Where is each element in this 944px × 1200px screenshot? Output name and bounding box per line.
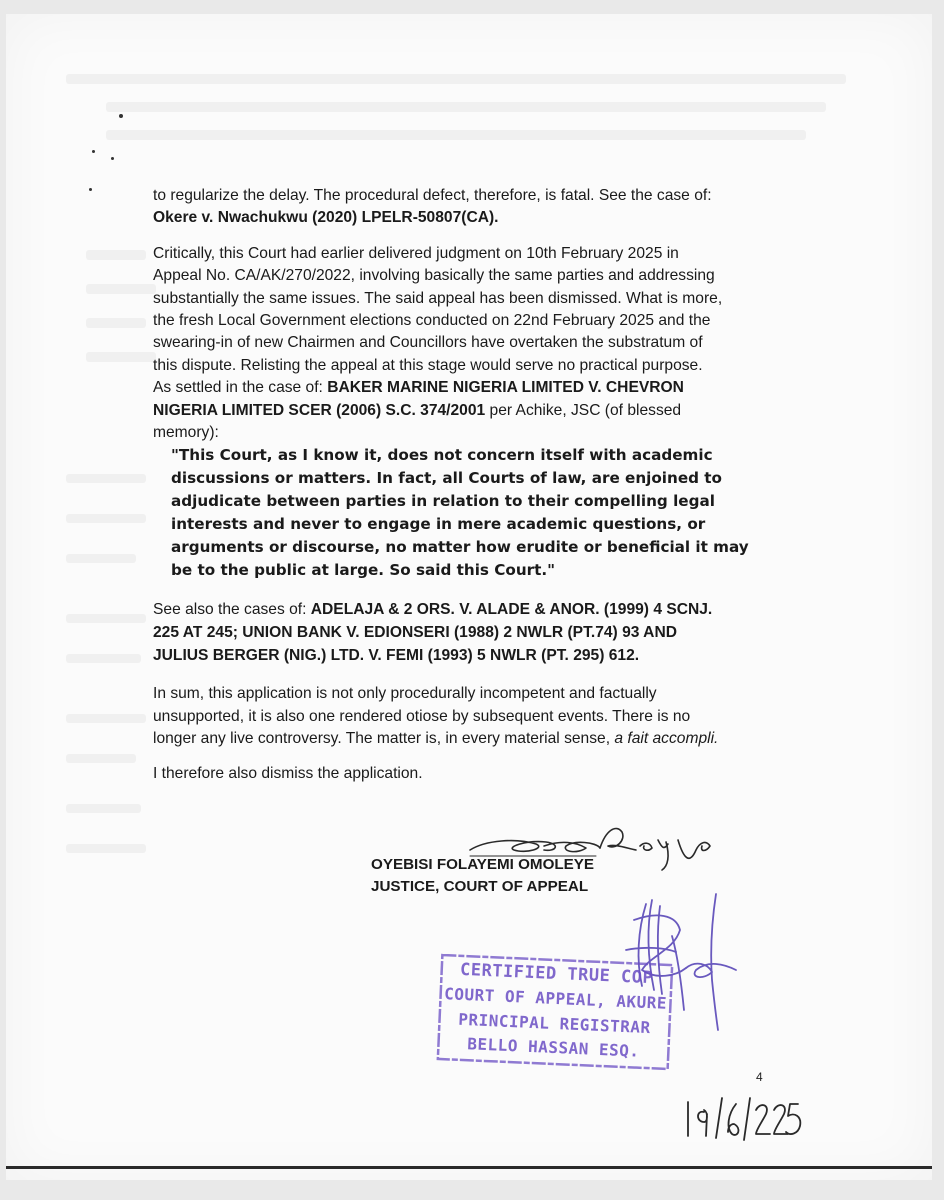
quoted-passage [171,444,771,582]
text-line: memory): [153,424,219,442]
page-bottom-edge [6,1166,932,1169]
quote-line: "This Court, as I know it, does not concern itself with academic [171,446,713,465]
case-citation: NIGERIA LIMITED SCER (2006) S.C. 374/2001 [153,401,486,419]
document-page [6,14,932,1180]
text-line: I therefore also dismiss the application. [153,764,423,782]
text-line: to regularize the delay. The procedural defect, therefore, is fatal. See the case of: [153,187,712,204]
quote-line: discussions or matters. In fact, all Courts of law, are enjoined to [171,469,722,488]
bleed-through-lines-2 [66,474,166,894]
case-citation: Okere v. Nwachukwu (2020) LPELR-50807(CA). [153,209,499,227]
quote-line: arguments or discourse, no matter how erudite or beneficial it may [171,538,749,557]
text-fragment: See also the cases of: [153,601,311,619]
paragraph-procedural-defect [153,185,771,230]
case-citation: BAKER MARINE NIGERIA LIMITED V. CHEVRON [327,379,684,397]
page-number: 4 [756,1070,763,1084]
stamp-line: CERTIFIED TRUE COP [459,959,654,989]
case-citation: 225 AT 245; UNION BANK V. EDIONSERI (1988) 2 NWLR (PT.74) 93 AND [153,624,677,642]
text-line: this dispute. Relisting the appeal at this stage would serve no practical purpose. [153,356,703,374]
quote-line: interests and never to engage in mere academic questions, or [171,515,706,534]
paragraph-critically [153,243,771,445]
quote-line: be to the public at large. So said this Court." [171,561,556,580]
text-line: In sum, this application is not only procedurally incompetent and factually [153,685,657,703]
scan-speck [89,188,92,191]
certification-stamp [434,951,677,1073]
stamp-line: COURT OF APPEAL, AKURE [443,984,668,1013]
scan-speck [92,150,95,153]
text-line: swearing-in of new Chairmen and Councillors have overtaken the substratum of [153,334,703,352]
scan-speck [119,114,123,118]
handwritten-date [682,1094,802,1144]
italic-phrase: a fait accompli. [614,730,719,748]
text-line: the fresh Local Government elections conducted on 22nd February 2025 and the [153,312,711,330]
stamp-line: BELLO HASSAN ESQ. [466,1034,640,1061]
case-citation: JULIUS BERGER (NIG.) LTD. V. FEMI (1993) 5 NWLR (PT. 295) 612. [153,647,640,665]
paragraph-in-sum [153,683,771,750]
scan-speck [111,157,114,160]
text-line: unsupported, it is also one rendered otiose by subsequent events. There is no [153,707,691,725]
signatory-name: OYEBISI FOLAYEMI OMOLEYE [371,856,595,873]
text-line: Critically, this Court had earlier delivered judgment on 10th February 2025 in [153,244,679,262]
text-line: substantially the same issues. The said appeal has been dismissed. What is more, [153,289,723,307]
judgment-body [153,185,771,785]
quote-line: adjudicate between parties in relation to their compelling legal [171,492,715,511]
paragraph-see-also [153,598,771,667]
case-citation: ADELAJA & 2 ORS. V. ALADE & ANOR. (1999) 4 SCNJ. [310,601,713,619]
bleed-through-text-2 [66,474,166,894]
signatory-block [371,854,594,898]
paragraph-dismiss [153,763,771,785]
text-fragment: longer any live controversy. The matter is, in every material sense, [153,730,615,748]
signatory-title: JUSTICE, COURT OF APPEAL [371,878,589,895]
text-fragment: As settled in the case of: [153,379,328,397]
text-line: Appeal No. CA/AK/270/2022, involving basically the same parties and addressing [153,267,715,285]
text-fragment: per Achike, JSC (of blessed [485,401,682,419]
stamp-line: PRINCIPAL REGISTRAR [457,1009,652,1038]
